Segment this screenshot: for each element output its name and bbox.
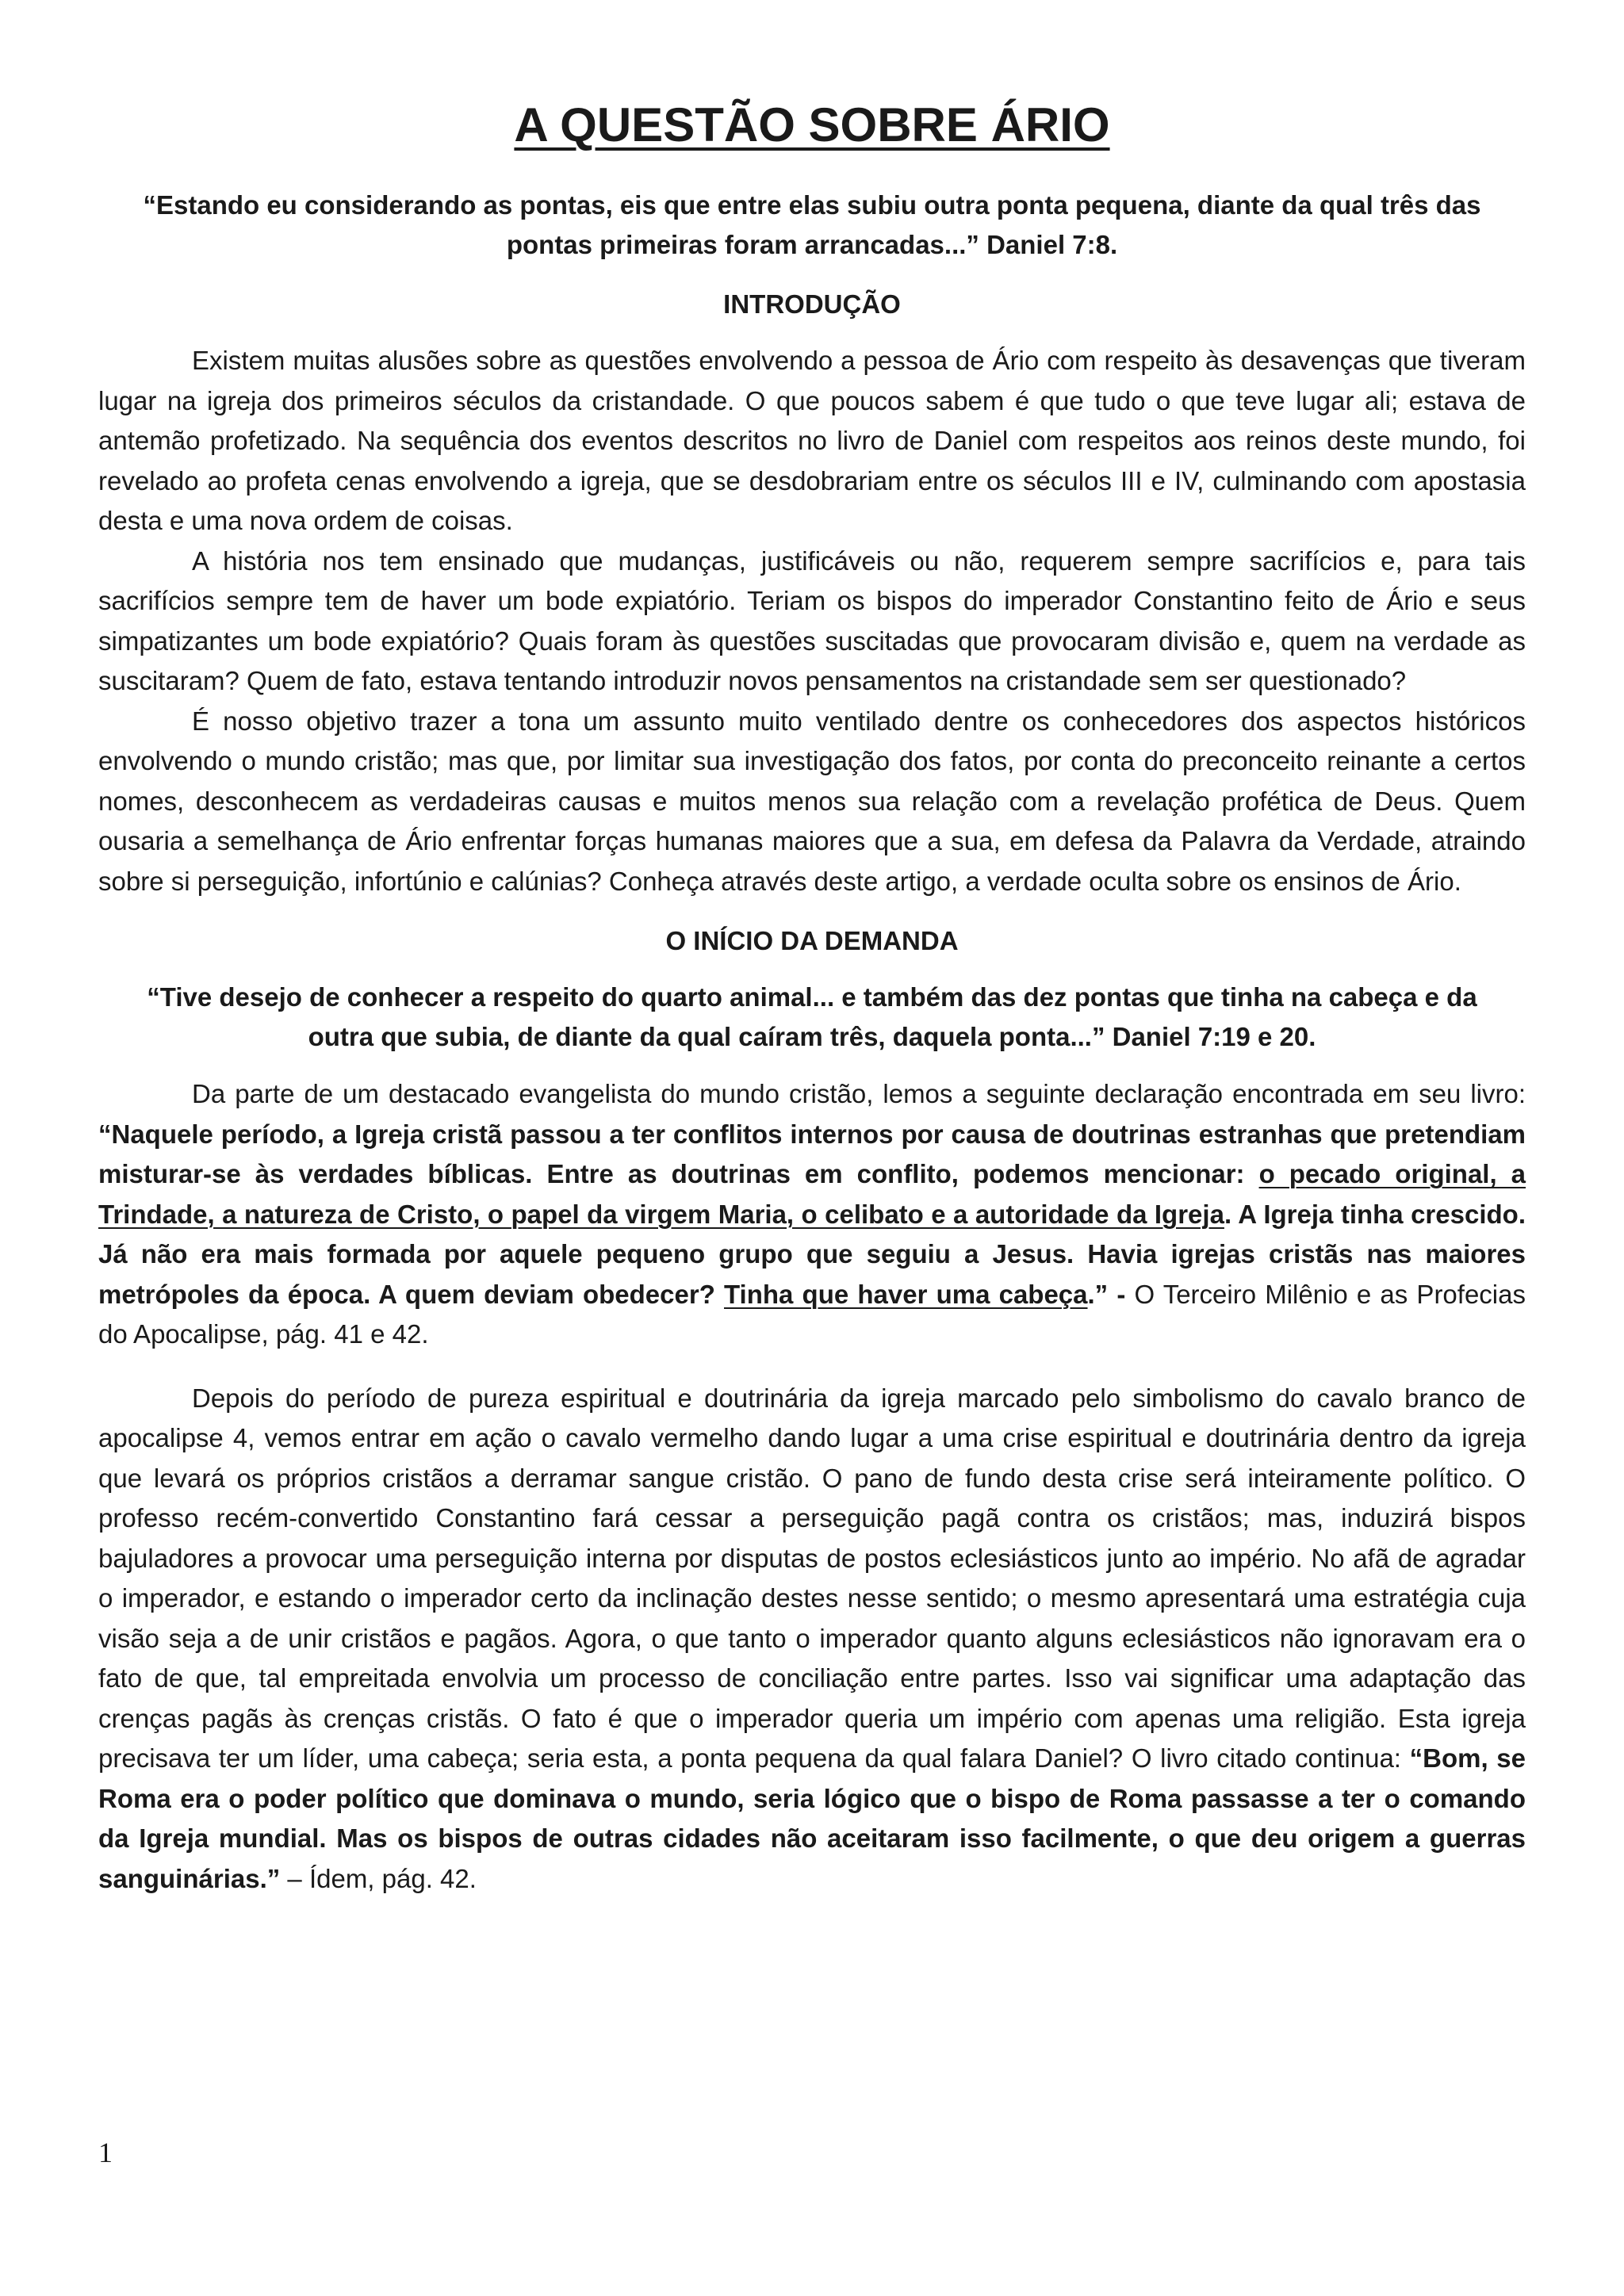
intro-paragraph-3: É nosso objetivo trazer a tona um assunto muito ventilado dentre os conhecedores dos aspectos históricos envolvendo o mundo cristão; mas que, por limitar sua investigação dos fatos, por conta do preconceito reinante a certos nomes, desconhecem as verdadeiras causas e muitos menos sua relação com a revelação profética de Deus. Quem ousaria a semelhança de Ário enfrentar forças humanas maiores que a sua, em defesa da Palavra da Verdade, atraindo sobre si perseguição, infortúnio e calúnias? Conheça através deste artigo, a verdade oculta sobre os ensinos de Ário. <box>98 706 1526 896</box>
quote-underlined-cabeca: Tinha que haver uma cabeça <box>724 1279 1088 1309</box>
intro-paragraph-1: Existem muitas alusões sobre as questões envolvendo a pessoa de Ário com respeito às desavenças que tiveram lugar na igreja dos primeiros séculos da cristandade. O que poucos sabem é que tudo o que teve lugar ali; estava de antemão profetizado. Na sequência dos eventos descritos no livro de Daniel com respeitos aos reinos deste mundo, foi revelado ao profeta cenas envolvendo a igreja, que se desdobrariam entre os séculos III e IV, culminando com apostasia desta e uma nova ordem de coisas. <box>98 346 1526 535</box>
epigraph-daniel-7-19: “Tive desejo de conhecer a respeito do quarto animal... e também das dez pontas que tinha na cabeça e da outra que subia, de diante da qual caíram três, daquela ponta...” Daniel 7:19 e 20. <box>147 982 1477 1051</box>
page-number: 1 <box>98 2137 113 2168</box>
quote-text-c: .” - <box>1087 1279 1135 1309</box>
quote-text-b: . A Igreja tinha crescido. Já não era mais formada por aquele pequeno grupo que seguiu a Jesus. Havia igrejas cristãs nas maiores metrópoles da época. A quem deviam obedecer? <box>98 1199 1526 1309</box>
document-title: A QUESTÃO SOBRE ÁRIO <box>514 98 1110 151</box>
section2-paragraph-2 <box>98 1379 1526 1900</box>
quote-text-a: “Naquele período, a Igreja cristã passou a ter conflitos internos por causa de doutrinas estranhas que pretendiam misturar-se às verdades bíblicas. Entre as doutrinas em conflito, podemos mencionar: <box>98 1119 1526 1188</box>
paragraph-lead: Da parte de um destacado evangelista do mundo cristão, lemos a seguinte declaração encontrada em seu livro: <box>192 1079 1526 1108</box>
citation: O Terceiro Milênio e as Profecias do Apocalipse, pág. 41 e 42. <box>98 1279 1526 1349</box>
quote-underlined-doctrines: o pecado original, a Trindade, a natureza de Cristo, o papel da virgem Maria, o celibato e a autoridade da Igreja <box>98 1159 1526 1229</box>
document-page <box>98 94 1526 1899</box>
section2-paragraph-1 <box>98 1074 1526 1355</box>
section-heading-demanda: O INÍCIO DA DEMANDA <box>665 926 959 955</box>
intro-paragraph-2: A história nos tem ensinado que mudanças, justificáveis ou não, requerem sempre sacrifícios e, para tais sacrifícios sempre tem de haver um bode expiatório. Teriam os bispos do imperador Constantino feito de Ário e seus simpatizantes um bode expiatório? Quais foram às questões suscitadas que provocaram divisão e, quem na verdade as suscitaram? Quem de fato, estava tentando introduzir novos pensamentos na cristandade sem ser questionado? <box>98 545 1526 695</box>
epigraph-daniel-7-8: “Estando eu considerando as pontas, eis que entre elas subiu outra ponta pequena, diante da qual três das pontas primeiras foram arrancadas...” Daniel 7:8. <box>143 190 1481 259</box>
quote-roma: “Bom, se Roma era o poder político que dominava o mundo, seria lógico que o bispo de Roma passasse a ter o comando da Igreja mundial. Mas os bispos de outras cidades não aceitaram isso facilmente, o que deu origem a guerras sanguinárias.” <box>98 1743 1526 1893</box>
paragraph-text: Depois do período de pureza espiritual e doutrinária da igreja marcado pelo simbolismo do cavalo branco de apocalipse 4, vemos entrar em ação o cavalo vermelho dando lugar a uma crise espiritual e doutrinária dentro da igreja que levará os próprios cristãos a derramar sangue cristão. O pano de fundo desta crise será inteiramente político. O professo recém-convertido Constantino fará cessar a perseguição pagã contra os cristãos; mas, induzirá bispos bajuladores a provocar uma perseguição interna por disputas de postos eclesiásticos junto ao império. No afã de agradar o imperador, e estando o imperador certo da inclinação destes nesse sentido; o mesmo apresentará uma estratégia cuja visão seja a de unir cristãos e pagãos. Agora, o que tanto o imperador quanto alguns eclesiásticos não ignoravam era o fato de que, tal empreitada envolvia um processo de conciliação entre partes. Isso vai significar uma adaptação das crenças pagãs às crenças cristãs. O fato é que o imperador queria um império com apenas uma religião. Esta igreja precisava ter um líder, uma cabeça; seria esta, a ponta pequena da qual falara Daniel? O livro citado continua: <box>98 1383 1526 1773</box>
citation-idem: – Ídem, pág. 42. <box>280 1863 477 1893</box>
section-heading-introduction: INTRODUÇÃO <box>723 289 901 319</box>
